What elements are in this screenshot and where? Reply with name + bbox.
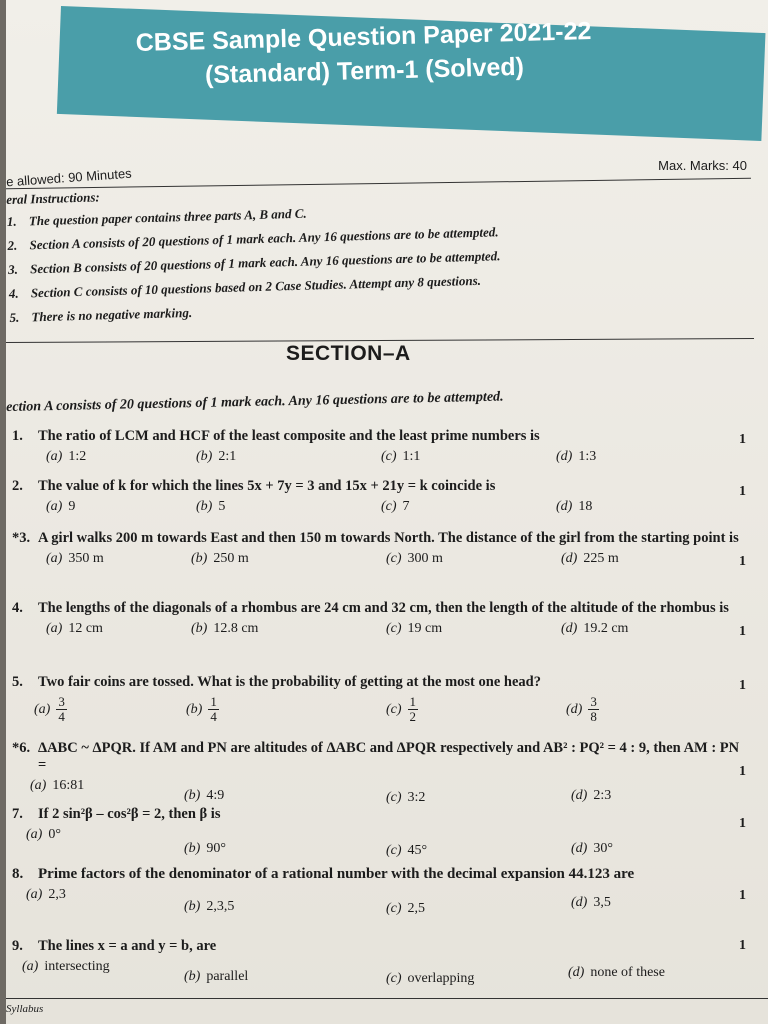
instruction-item: 2. Section A consists of 20 questions of 1 mark each. Any 16 questions are to be attempted. xyxy=(7,224,499,253)
option-c: (c) 3:2 xyxy=(386,790,426,805)
option-b: (b) 2,3,5 xyxy=(184,899,235,914)
instructions-heading: eral Instructions: xyxy=(6,189,100,207)
option-c: (c) 300 m xyxy=(386,551,443,566)
question-number: 8. xyxy=(12,866,24,882)
option-c: (c) $\frac{1}{2}$ xyxy=(386,694,417,724)
question-marks: 1 xyxy=(739,938,746,953)
option-b: (b) 5 xyxy=(196,499,226,514)
options xyxy=(6,551,766,573)
option-d: (d) 1:3 xyxy=(556,449,597,464)
question-8 xyxy=(6,866,766,916)
question-number: 4. xyxy=(12,600,23,616)
question-marks: 1 xyxy=(739,484,746,499)
options xyxy=(6,695,766,727)
option-a: (a) 9 xyxy=(46,499,76,514)
option-b: (b) 250 m xyxy=(191,551,249,566)
max-marks: Max. Marks: 40 xyxy=(658,158,747,173)
question-2 xyxy=(6,478,766,521)
question-marks: 1 xyxy=(739,432,746,447)
options xyxy=(6,449,766,471)
question-marks: 1 xyxy=(739,764,746,779)
question-text: A girl walks 200 m towards East and then 150 m towards North. The distance of the girl from the starting point is xyxy=(38,530,739,546)
title-line-1: CBSE Sample Question Paper 2021-22 xyxy=(135,17,592,57)
question-text: The ratio of LCM and HCF of the least composite and the least prime numbers is xyxy=(38,428,540,444)
option-a: (a) intersecting xyxy=(22,959,110,974)
options xyxy=(6,827,766,858)
option-b: (b) 12.8 cm xyxy=(191,621,259,636)
question-6 xyxy=(6,740,766,805)
option-a: (a) 0° xyxy=(26,827,61,842)
option-b: (b) 4:9 xyxy=(184,788,225,803)
book-page xyxy=(6,0,768,1024)
question-marks: 1 xyxy=(739,888,746,903)
option-c: (c) 2,5 xyxy=(386,901,426,916)
option-d: (d) 225 m xyxy=(561,551,619,566)
option-a: (a) 16:81 xyxy=(30,778,85,793)
question-marks: 1 xyxy=(739,554,746,569)
question-number: 1. xyxy=(12,428,23,444)
option-d: (d) 19.2 cm xyxy=(561,621,629,636)
option-b: (b) parallel xyxy=(184,969,249,984)
option-c: (c) overlapping xyxy=(386,971,475,986)
option-a: (a) 2,3 xyxy=(26,887,66,902)
question-4 xyxy=(6,600,766,643)
option-a: (a) 12 cm xyxy=(46,621,103,636)
question-marks: 1 xyxy=(739,678,746,693)
options xyxy=(6,621,766,643)
general-instructions xyxy=(6,172,710,329)
option-b: (b) 2:1 xyxy=(196,449,237,464)
options xyxy=(6,959,766,986)
question-number: 2. xyxy=(12,478,23,494)
option-c: (c) 7 xyxy=(381,499,410,514)
footer-rule xyxy=(6,998,768,999)
option-b: (b) 90° xyxy=(184,841,226,856)
question-text: Two fair coins are tossed. What is the probability of getting at the most one head? xyxy=(38,674,541,690)
option-d: (d) 3,5 xyxy=(571,895,611,910)
question-5 xyxy=(6,674,766,727)
question-3 xyxy=(6,530,766,573)
option-d: (d) $\frac{3}{8}$ xyxy=(566,694,597,724)
option-b: (b) $\frac{1}{4}$ xyxy=(186,694,217,724)
option-d: (d) 2:3 xyxy=(571,788,612,803)
instruction-item: 4. Section C consists of 10 questions based on 2 Case Studies. Attempt any 8 questions. xyxy=(8,272,482,301)
section-title: SECTION–A xyxy=(286,342,411,365)
option-a: (a) $\frac{3}{4}$ xyxy=(34,694,65,724)
option-a: (a) 1:2 xyxy=(46,449,87,464)
time-allowed: e allowed: 90 Minutes xyxy=(6,165,133,190)
options xyxy=(6,887,766,916)
question-number: *3. xyxy=(12,530,31,546)
question-marks: 1 xyxy=(739,624,746,639)
section-note: ection A consists of 20 questions of 1 mark each. Any 16 questions are to be attempted. xyxy=(6,389,504,415)
option-a: (a) 350 m xyxy=(46,551,104,566)
question-text: The value of k for which the lines 5x + 7y = 3 and 15x + 21y = k coincide is xyxy=(38,478,496,494)
question-number: 9. xyxy=(12,938,23,954)
question-number: *6. xyxy=(12,740,31,756)
question-7 xyxy=(6,806,766,858)
instruction-item: 5. There is no negative marking. xyxy=(9,304,193,325)
option-d: (d) 18 xyxy=(556,499,593,514)
question-marks: 1 xyxy=(739,816,746,831)
instruction-item: 1. The question paper contains three parts A, B and C. xyxy=(6,205,307,229)
instruction-item: 3. Section B consists of 20 questions of 1 mark each. Any 16 questions are to be attempted. xyxy=(7,248,501,277)
options xyxy=(6,778,766,805)
question-1 xyxy=(6,428,766,471)
question-9 xyxy=(6,938,766,986)
question-text: ΔABC ~ ΔPQR. If AM and PN are altitudes of ΔABC and ΔPQR respectively and AB² : PQ² = 4 : 9, then AM : PN = xyxy=(38,740,740,773)
title-line-2: (Standard) Term-1 (Solved) xyxy=(204,52,525,90)
option-c: (c) 1:1 xyxy=(381,449,421,464)
option-d: (d) none of these xyxy=(568,965,665,980)
options xyxy=(6,499,766,521)
option-d: (d) 30° xyxy=(571,841,613,856)
question-number: 5. xyxy=(12,674,23,690)
option-c: (c) 45° xyxy=(386,843,428,858)
option-c: (c) 19 cm xyxy=(386,621,443,636)
question-text: The lengths of the diagonals of a rhombus are 24 cm and 32 cm, then the length of the altitude of the rhombus is xyxy=(38,600,729,616)
question-text: If 2 sin²β – cos²β = 2, then β is xyxy=(38,806,221,822)
question-number: 7. xyxy=(12,806,23,822)
question-text: Prime factors of the denominator of a rational number with the decimal expansion 44.123 are xyxy=(38,866,635,882)
footer-label: Syllabus xyxy=(6,1003,44,1015)
question-text: The lines x = a and y = b, are xyxy=(38,938,217,954)
